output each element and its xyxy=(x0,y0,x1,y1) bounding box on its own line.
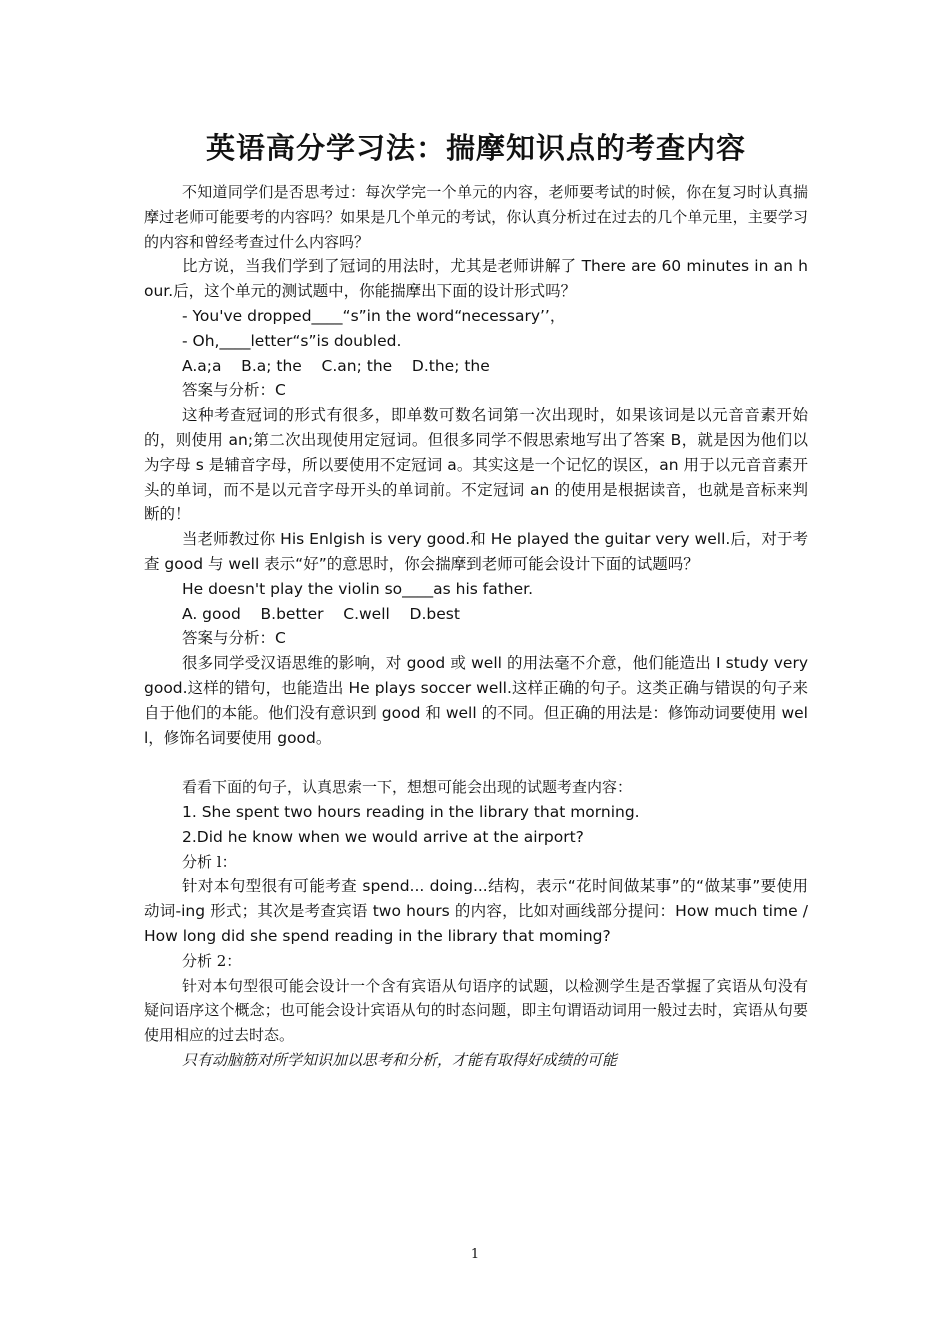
paragraph-good-well-intro: 当老师教过你 His Enlgish is very good.和 He played the guitar very well.后，对于考查 good 与 well 表示“好”的意思时，你会揣摩到老师可能会设计下面的试题吗？ xyxy=(144,530,808,573)
question-line-2: - Oh,____letter“s”is doubled. xyxy=(182,331,402,350)
paragraph-analysis-2: 针对本句型很可能会设计一个含有宾语从句语序的试题，以检测学生是否掌握了宾语从句没有疑问语序这个概念；也可能会设计宾语从句的时态问题，即主句谓语动词用一般过去时，宾语从句要使用相应的过去时态。 xyxy=(144,976,808,1045)
paragraph-conclusion: 只有动脑筋对所学知识加以思考和分析，才能有取得好成绩的可能 xyxy=(182,1050,618,1069)
paragraph-intro: 不知道同学们是否思考过：每次学完一个单元的内容，老师要考试的时候，你在复习时认真揣摩过老师可能要考的内容吗？如果是几个单元的考试，你认真分析过在过去的几个单元里，主要学习的内容和曾经考查过什么内容吗？ xyxy=(144,183,808,251)
question-line-3: He doesn't play the violin so____as his father. xyxy=(182,579,534,598)
document-page xyxy=(144,128,813,1073)
analysis-heading-2: 分析 2： xyxy=(182,951,242,970)
paragraph-analysis-1: 针对本句型很有可能考查 spend... doing...结构，表示“花时间做某事”的“做某事”要使用动词-ing 形式；其次是考查宾语 two hours 的内容，比如对画线部分提问：How much time / How long did she spend reading in the library that moming? xyxy=(144,877,813,945)
question-options-1: A.a;a B.a; the C.an; the D.the; the xyxy=(182,356,490,375)
analysis-heading-1: 分析 l： xyxy=(182,852,237,871)
paragraph-think-prompt: 看看下面的句子，认真思索一下，想想可能会出现的试题考查内容： xyxy=(182,778,633,797)
example-sentence-1: 1. She spent two hours reading in the library that morning. xyxy=(182,802,640,821)
paragraph-article-analysis: 这种考查冠词的形式有很多，即单数可数名词第一次出现时，如果该词是以元音音素开始的，则使用 an;第二次出现使用定冠词。但很多同学不假思索地写出了答案 B，就是因为他们以为字母 s 是辅音字母，所以要使用不定冠词 a。其实这是一个记忆的误区，an 用于以元音音素开头的单词，而不是以元音字母开头的单词前。不定冠词 an 的使用是根据读音，也就是音标来判断的！ xyxy=(144,406,808,524)
question-line-1: - You've dropped____“s”in the word“necessary’’， xyxy=(182,306,566,325)
paragraph-example-article: 比方说，当我们学到了冠词的用法时，尤其是老师讲解了 There are 60 minutes in an hour.后，这个单元的测试题中，你能揣摩出下面的设计形式吗？ xyxy=(144,257,808,301)
answer-line-2: 答案与分析：C xyxy=(182,629,286,648)
blank-line xyxy=(144,750,808,775)
example-sentence-2: 2.Did he know when we would arrive at the airport? xyxy=(182,827,584,846)
page-number: 1 xyxy=(470,1247,480,1262)
question-options-2: A. good B.better C.well D.best xyxy=(182,604,460,623)
answer-line-1: 答案与分析：C xyxy=(182,381,286,400)
document-title: 英语高分学习法：揣摩知识点的考查内容 xyxy=(205,131,746,165)
paragraph-good-well-analysis: 很多同学受汉语思维的影响，对 good 或 well 的用法毫不介意，他们能造出 I study very good.这样的错句，也能造出 He plays soccer well.这样正确的句子。这类正确与错误的句子来自于他们的本能。他们没有意识到 good 和 well 的不同。但正确的用法是：修饰动词要使用 well，修饰名词要使用 good。 xyxy=(144,654,813,747)
